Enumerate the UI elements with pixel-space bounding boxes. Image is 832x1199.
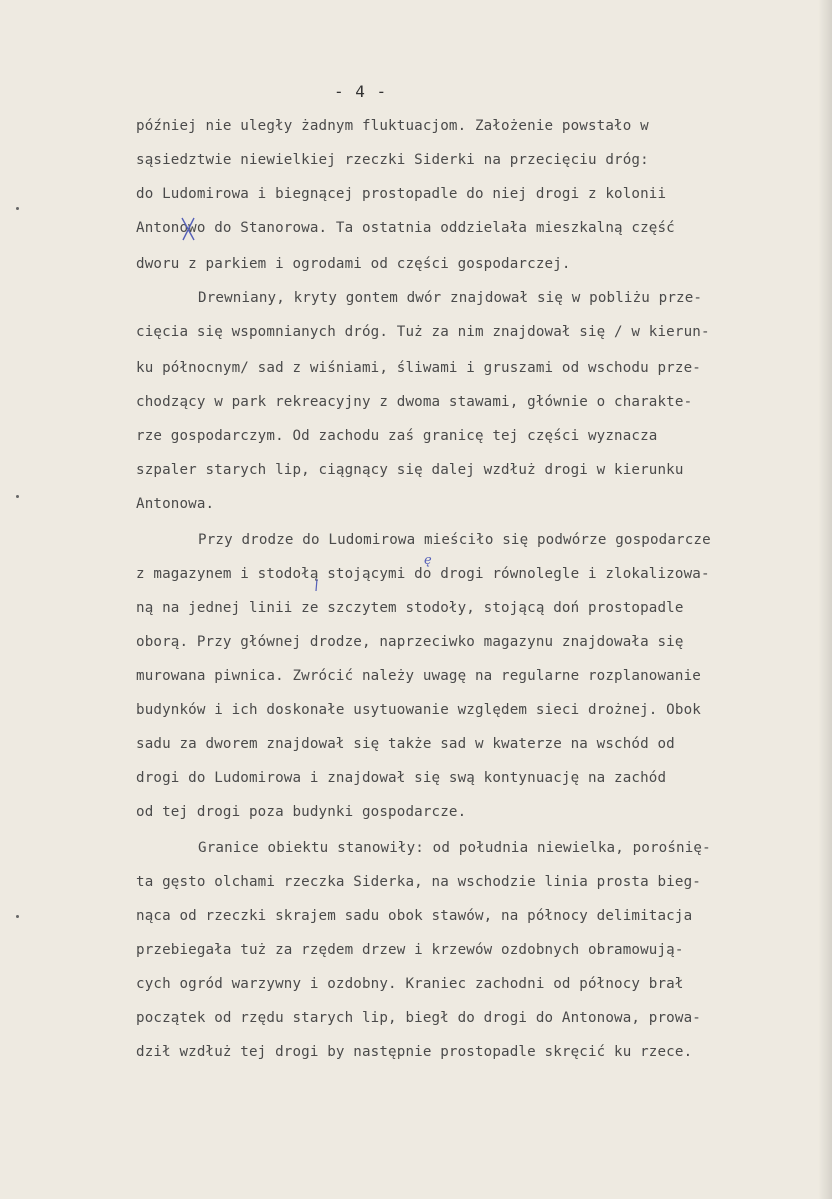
text-line: sąsiedztwie niewielkiej rzeczki Siderki na przecięciu dróg: xyxy=(136,152,649,168)
text-line: nąca od rzeczki skrajem sadu obok stawów, na północy delimitacja xyxy=(136,908,693,924)
text-line: chodzący w park rekreacyjny z dwoma stawami, głównie o charakte- xyxy=(136,394,693,410)
text-line: szpaler starych lip, ciągnący się dalej wzdłuż drogi w kierunku xyxy=(136,462,684,478)
text-line: dził wzdłuż tej drogi by następnie prostopadle skręcić ku rzece. xyxy=(136,1044,693,1060)
text-line: ku północnym/ sad z wiśniami, śliwami i gruszami od wschodu prze- xyxy=(136,360,701,376)
text-line: z magazynem i stodołą stojącymi do drogi równolegle i zlokalizowa- xyxy=(136,566,710,582)
margin-dot xyxy=(16,207,19,210)
text-line: Granice obiektu stanowiły: od południa niewielka, porośnię- xyxy=(198,840,711,856)
text-line: początek od rzędu starych lip, biegł do drogi do Antonowa, prowa- xyxy=(136,1010,701,1026)
text-line: od tej drogi poza budynki gospodarcze. xyxy=(136,804,467,820)
text-line: do Ludomirowa i biegnącej prostopadle do niej drogi z kolonii xyxy=(136,186,667,202)
handwritten-tick-mark xyxy=(314,578,320,592)
text-line: murowana piwnica. Zwrócić należy uwagę na regularne rozplanowanie xyxy=(136,668,701,684)
handwritten-strike-mark xyxy=(180,216,196,242)
text-line: Przy drodze do Ludomirowa mieściło się podwórze gospodarcze xyxy=(198,532,711,548)
text-line: rze gospodarczym. Od zachodu zaś granicę tej części wyznacza xyxy=(136,428,658,444)
page-number: - 4 - xyxy=(334,82,388,101)
text-line: dworu z parkiem i ogrodami od części gospodarczej. xyxy=(136,256,571,272)
text-line: ną na jednej linii ze szczytem stodoły, stojącą doń prostopadle xyxy=(136,600,684,616)
text-line: Antonowa. xyxy=(136,496,215,512)
text-line: oborą. Przy głównej drodze, naprzeciwko magazynu znajdowała się xyxy=(136,634,684,650)
text-line: później nie uległy żadnym fluktuacjom. Założenie powstało w xyxy=(136,118,649,134)
margin-dot xyxy=(16,915,19,918)
margin-dot xyxy=(16,495,19,498)
handwritten-correction: ę xyxy=(424,553,432,568)
text-line: budynków i ich doskonałe usytuowanie względem sieci drożnej. Obok xyxy=(136,702,701,718)
text-line: przebiegała tuż za rzędem drzew i krzewów ozdobnych obramowują- xyxy=(136,942,684,958)
text-line: Antonowo do Stanorowa. Ta ostatnia oddzielała mieszkalną część xyxy=(136,220,675,236)
text-line: cięcia się wspomnianych dróg. Tuż za nim znajdował się / w kierun- xyxy=(136,324,710,340)
text-line: cych ogród warzywny i ozdobny. Kraniec zachodni od północy brał xyxy=(136,976,684,992)
text-line: drogi do Ludomirowa i znajdował się swą kontynuację na zachód xyxy=(136,770,667,786)
text-line: Drewniany, kryty gontem dwór znajdował się w pobliżu prze- xyxy=(198,290,703,306)
text-line: sadu za dworem znajdował się także sad w kwaterze na wschód od xyxy=(136,736,675,752)
text-line: ta gęsto olchami rzeczka Siderka, na wschodzie linia prosta bieg- xyxy=(136,874,701,890)
page-edge-shadow xyxy=(818,0,832,1199)
